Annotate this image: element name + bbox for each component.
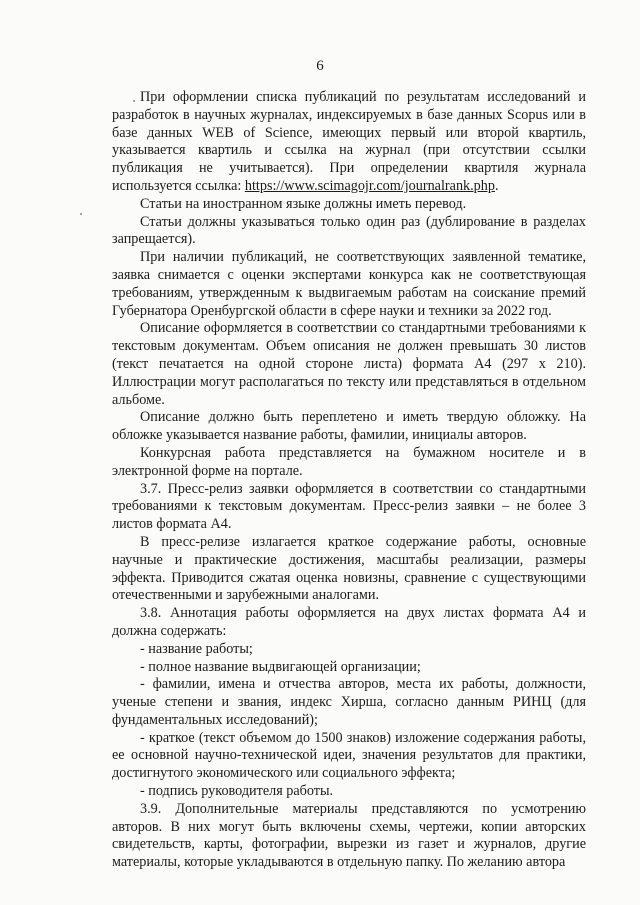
paragraph-translation: Статьи на иностранном языке должны иметь перевод. bbox=[140, 195, 467, 212]
list-item: - название работы; bbox=[140, 640, 253, 657]
paragraph-press-release-content: В пресс-релизе излагается краткое содержание работы, основные научные и практические достижения, масштабы реализации, размеры эффекта. Приводится сжатая оценка новизны, сравнение с существующими отечественными и зарубежными аналогами. bbox=[112, 533, 586, 604]
paragraph-publications-text: При оформлении списка публикаций по результатам исследований и разработок в научных журналах, индексируемых в базе данных Scopus или в базе данных WEB of Science, имеющих первый или второй квартиль, указывается квартиль и ссылка на журнал (при отсутствии ссылки публикация не учитывается). При определении квартиля журнала используется ссылка: bbox=[112, 89, 586, 194]
list-item: - краткое (текст объемом до 1500 знаков) изложение содержания работы, ее основной научно-технической идеи, значения результатов для практики, достигнутого экономического или социального эффекта; bbox=[112, 729, 586, 782]
paragraph-description-format: Описание оформляется в соответствии со стандартными требованиями к текстовым документам. Объем описания не должен превышать 30 листов (текст печатается на одной стороне листа) формата А4 (297 x 210). Иллюстрации могут располагаться по тексту или представляться в отдельном альбоме. bbox=[112, 320, 586, 408]
scan-speck bbox=[80, 213, 82, 215]
link-suffix: . bbox=[494, 177, 499, 194]
paragraph-3-8: 3.8. Аннотация работы оформляется на двух листах формата А4 и должна содержать: bbox=[112, 605, 586, 639]
list-item: - полное название выдвигающей организации; bbox=[140, 658, 421, 675]
paragraph-binding: Описание должно быть переплетено и иметь твердую обложку. На обложке указывается название работы, фамилии, инициалы авторов. bbox=[112, 409, 586, 444]
list-item: - подпись руководителя работы. bbox=[140, 783, 334, 800]
page-number: 6 bbox=[316, 58, 324, 74]
list-item: - фамилии, имена и отчества авторов, места их работы, должности, ученые степени и звания, индекс Хирша, согласно данным РИНЦ (для фундаментальных исследований); bbox=[112, 676, 586, 728]
scimagojr-link[interactable]: https://www.scimagojr.com/journalrank.php bbox=[244, 177, 495, 194]
paragraph-3-9: 3.9. Дополнительные материалы представляются по усмотрению авторов. В них могут быть включены схемы, чертежи, копии авторских свидетельств, карты, фотографии, вырезки из газет и журналов, другие материалы, которые укладываются в отдельную папку. По желанию автора bbox=[112, 800, 586, 871]
paragraph-3-7: 3.7. Пресс-релиз заявки оформляется в соответствии со стандартными требованиями к текстовым документам. Пресс-релиз заявки – не более 3 листов формата А4. bbox=[112, 480, 586, 533]
paragraph-submission: Конкурсная работа представляется на бумажном носителе и в электронной форме на портале. bbox=[112, 444, 586, 479]
scan-speck bbox=[133, 100, 135, 102]
paragraph-topic-mismatch: При наличии публикаций, не соответствующих заявленной тематике, заявка снимается с оценки экспертами конкурса как не соответствующая требованиям, утвержденным к выдвигаемым работам на соискание премий Губернатора Оренбургской области в сфере науки и техники за 2022 год. bbox=[112, 249, 586, 319]
document-body bbox=[112, 89, 586, 872]
paragraph-publications bbox=[112, 89, 586, 196]
paragraph-no-duplicates: Статьи должны указываться только один раз (дублирование в разделах запрещается). bbox=[112, 213, 586, 248]
